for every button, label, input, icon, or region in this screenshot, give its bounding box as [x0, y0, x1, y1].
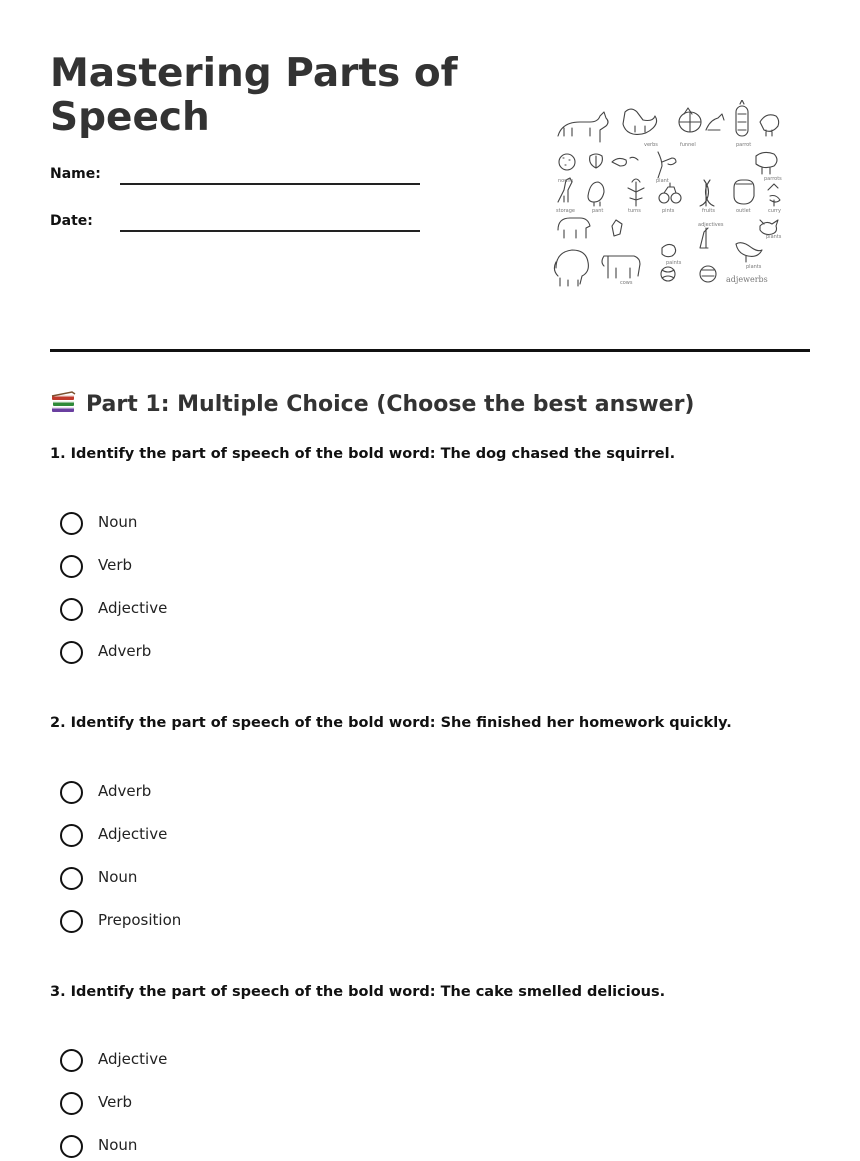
- option-label: Adjective: [98, 1050, 168, 1068]
- option-label: Adverb: [98, 782, 152, 800]
- name-field[interactable]: [50, 166, 430, 196]
- option-label: Adverb: [98, 642, 152, 660]
- radio-button[interactable]: [60, 1049, 83, 1072]
- radio-button[interactable]: [60, 555, 83, 578]
- section-title: Part 1: Multiple Choice (Choose the best answer): [86, 392, 695, 417]
- radio-button[interactable]: [60, 641, 83, 664]
- option-label: Verb: [98, 1093, 133, 1111]
- svg-text:adjewerbs: adjewerbs: [726, 275, 768, 284]
- name-label: Name:: [50, 166, 101, 182]
- option-label: Noun: [98, 513, 138, 531]
- svg-text:curry: curry: [768, 208, 781, 214]
- svg-text:parrots: parrots: [764, 176, 782, 182]
- option-noun[interactable]: [60, 867, 460, 893]
- radio-button[interactable]: [60, 867, 83, 890]
- question-text: 3. Identify the part of speech of the bold word: The cake smelled delicious.: [50, 984, 666, 1000]
- question-1: [50, 446, 810, 660]
- option-adjective[interactable]: [60, 824, 460, 850]
- svg-text:nouns: nouns: [558, 178, 574, 184]
- option-verb[interactable]: [60, 555, 460, 581]
- svg-text:outlet: outlet: [736, 208, 751, 214]
- option-noun[interactable]: [60, 512, 460, 538]
- option-adverb[interactable]: [60, 781, 460, 807]
- radio-button[interactable]: [60, 1135, 83, 1158]
- date-label: Date:: [50, 213, 93, 229]
- svg-text:plant: plant: [656, 178, 669, 184]
- page-title: Mastering Parts of Speech: [50, 51, 458, 140]
- date-line[interactable]: [120, 230, 420, 232]
- name-line[interactable]: [120, 183, 420, 185]
- svg-text:turns: turns: [628, 208, 641, 214]
- option-preposition[interactable]: [60, 910, 460, 936]
- svg-text:verbs: verbs: [644, 142, 658, 148]
- svg-text:adjectives: adjectives: [698, 222, 724, 228]
- option-label: Verb: [98, 556, 133, 574]
- svg-text:plants: plants: [746, 264, 762, 270]
- option-label: Preposition: [98, 911, 182, 929]
- radio-button[interactable]: [60, 824, 83, 847]
- question-2: [50, 715, 810, 929]
- option-adjective[interactable]: [60, 598, 460, 624]
- svg-text:plants: plants: [766, 234, 782, 240]
- option-label: Noun: [98, 1136, 138, 1154]
- radio-button[interactable]: [60, 598, 83, 621]
- svg-text:pints: pints: [662, 208, 675, 214]
- option-adjective[interactable]: [60, 1049, 460, 1075]
- svg-text:pant: pant: [592, 208, 604, 214]
- animal-sketches-illustration: [550, 100, 790, 290]
- question-text: 1. Identify the part of speech of the bold word: The dog chased the squirrel.: [50, 446, 676, 462]
- svg-text:parrot: parrot: [736, 142, 752, 148]
- option-label: Adjective: [98, 825, 168, 843]
- svg-text:paints: paints: [666, 260, 682, 266]
- option-noun[interactable]: [60, 1135, 460, 1161]
- radio-button[interactable]: [60, 910, 83, 933]
- radio-button[interactable]: [60, 1092, 83, 1115]
- option-adverb[interactable]: [60, 641, 460, 667]
- option-label: Adjective: [98, 599, 168, 617]
- section-heading: [50, 390, 695, 417]
- radio-button[interactable]: [60, 781, 83, 804]
- svg-text:fruits: fruits: [702, 208, 715, 214]
- svg-text:cows: cows: [620, 280, 633, 286]
- radio-button[interactable]: [60, 512, 83, 535]
- date-field[interactable]: [50, 213, 430, 243]
- question-text: 2. Identify the part of speech of the bold word: She finished her homework quickly.: [50, 715, 732, 731]
- books-icon: [50, 390, 76, 414]
- option-verb[interactable]: [60, 1092, 460, 1118]
- section-divider: [50, 349, 810, 352]
- option-label: Noun: [98, 868, 138, 886]
- question-3: [50, 984, 810, 1154]
- svg-text:funnel: funnel: [680, 142, 696, 148]
- svg-text:storage: storage: [556, 208, 575, 214]
